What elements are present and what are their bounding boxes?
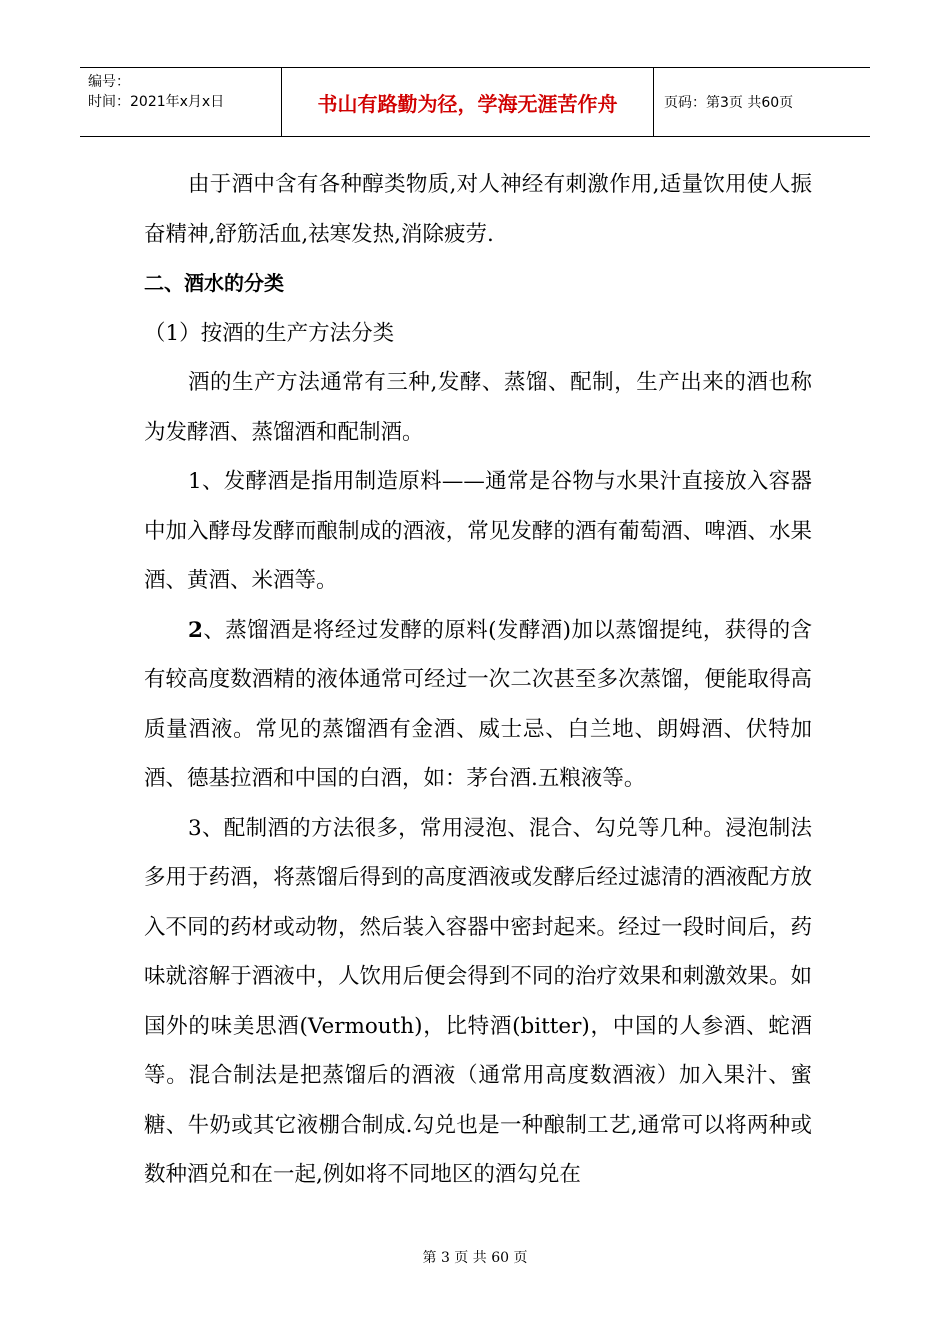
paragraph-effects: 由于酒中含有各种醇类物质,对人神经有刺激作用,适量饮用使人振奋精神,舒筋活血,祛寒发热,消除疲劳. [144,172,812,247]
header-time-label: 时间：2021年x月x日 [88,94,225,110]
paragraph-distilled-text: 、蒸馏酒是将经过发酵的原料(发酵酒)加以蒸馏提纯，获得的含有较高度数酒精的液体通常可经过一次二次甚至多次蒸馏，便能取得高质量酒液。常见的蒸馏酒有金酒、威士忌、白兰地、朗姆酒、伏特加酒、德基拉酒和中国的白酒，如：茅台酒.五粮液等。 [144,617,812,791]
section-heading: 二、酒水的分类 [144,271,284,295]
document-body [144,160,812,1200]
header-meta-cell [80,68,282,136]
page-footer: 第 3 页 共 60 页 [422,1250,528,1266]
paragraph-fermented: 1、发酵酒是指用制造原料——通常是谷物与水果汁直接放入容器中加入酵母发酵而酿制成的酒液，常见发酵的酒有葡萄酒、啤酒、水果酒、黄酒、米酒等。 [144,469,812,593]
paragraph-methods: 酒的生产方法通常有三种,发酵、蒸馏、配制，生产出来的酒也称为发酵酒、蒸馏酒和配制酒。 [144,370,812,445]
subsection-heading: （1）按酒的生产方法分类 [144,320,395,346]
paragraph-compounded: 3、配制酒的方法很多，常用浸泡、混合、勾兑等几种。浸泡制法多用于药酒，将蒸馏后得到的高度酒液或发酵后经过滤清的酒液配方放入不同的药材或动物，然后装入容器中密封起来。经过一段时间后，药味就溶解于酒液中，人饮用后便会得到不同的治疗效果和刺激效果。如国外的味美思酒(Vermouth)，比特酒(bitter)，中国的人参酒、蛇酒等。混合制法是把蒸馏后的酒液（通常用高度数酒液）加入果汁、蜜糖、牛奶或其它液棚合制成.勾兑也是一种酿制工艺,通常可以将两种或数种酒兑和在一起,例如将不同地区的酒勾兑在 [144,815,812,1187]
header-motto: 书山有路勤为径，学海无涯苦作舟 [282,68,654,136]
paragraph-number: 2 [188,617,203,643]
paragraph-distilled [144,606,812,804]
header-number-label: 编号： [88,74,130,90]
page-header [80,67,870,137]
header-page-info: 页码：第3页 共60页 [664,95,794,111]
